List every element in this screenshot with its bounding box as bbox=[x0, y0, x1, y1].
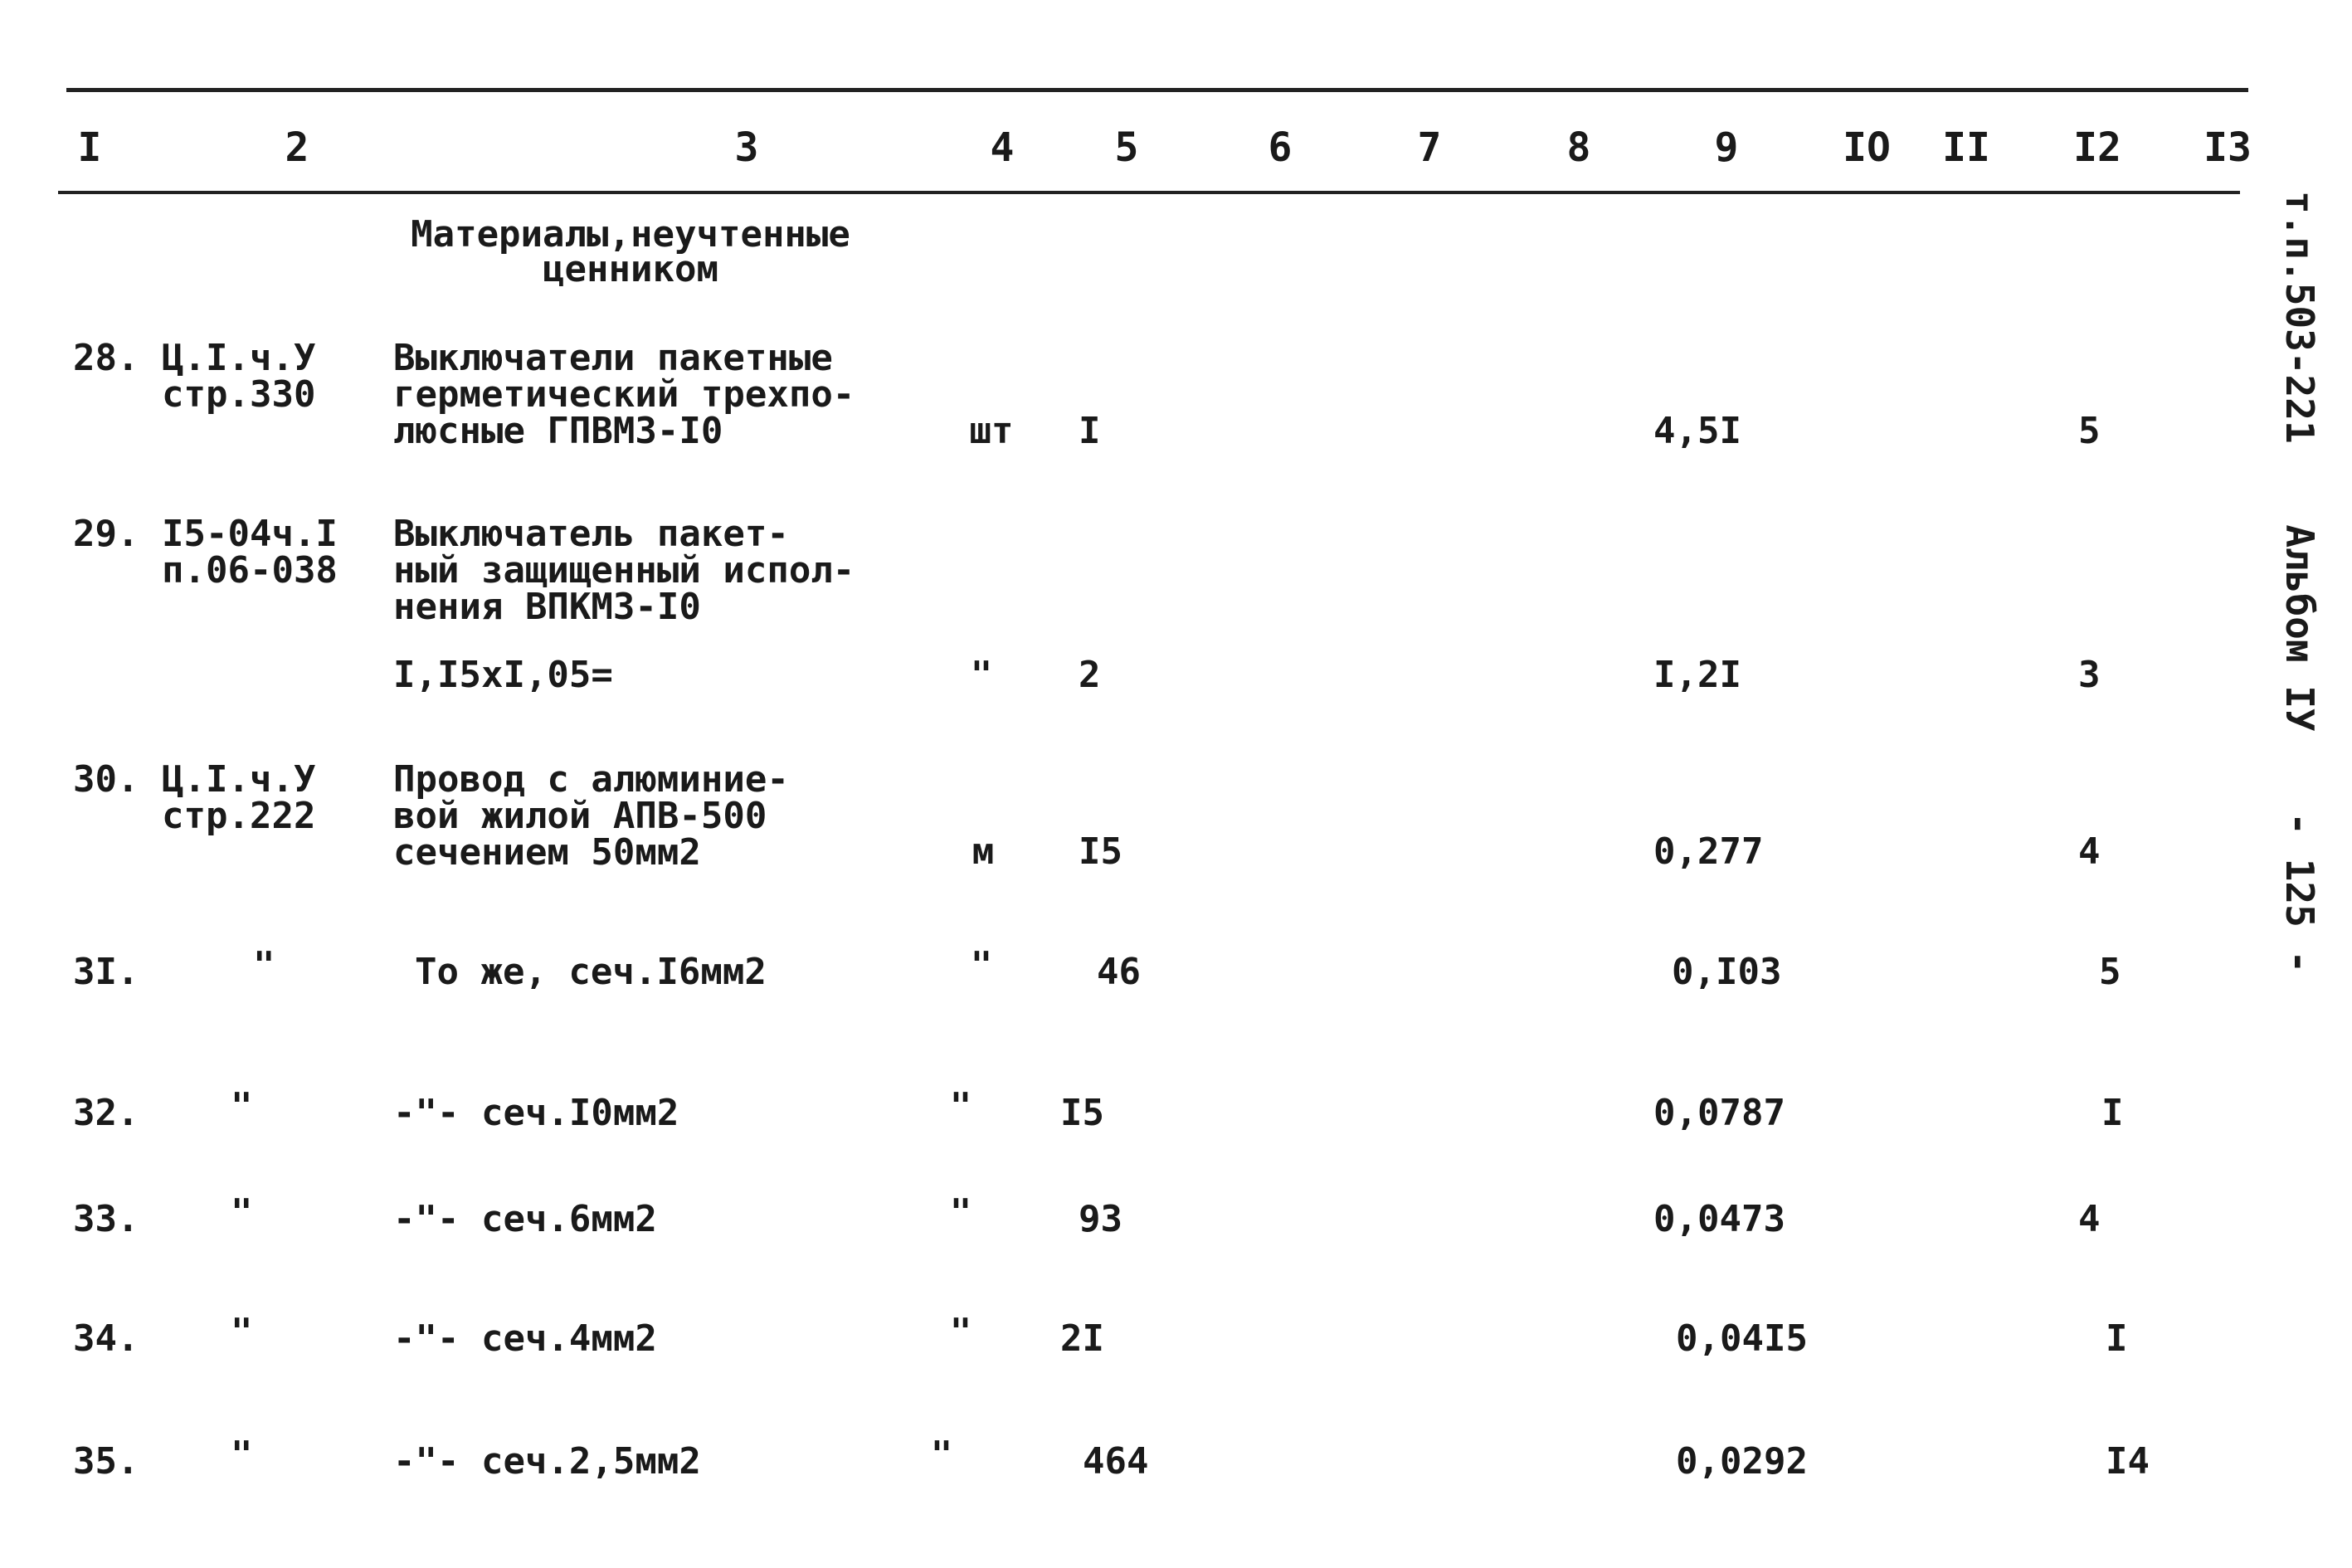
row-description: -"- сеч.4мм2 bbox=[393, 1317, 657, 1360]
row-source: " bbox=[231, 1434, 253, 1476]
row-source: Ц.I.ч.У стр.222 bbox=[162, 758, 316, 837]
column-number: II bbox=[1942, 124, 1990, 171]
row-total: I4 bbox=[2106, 1440, 2150, 1483]
row-description: Выключатель пакет- ный защищенный испол- нения ВПКМ3-I0 bbox=[393, 513, 855, 628]
row-unit-price: 0,I03 bbox=[1672, 951, 1782, 993]
column-number: 3 bbox=[734, 124, 759, 171]
column-number: 2 bbox=[285, 124, 309, 171]
row-quantity: I5 bbox=[1079, 830, 1122, 873]
row-total: 4 bbox=[2078, 830, 2101, 873]
top-rule bbox=[66, 88, 2248, 92]
row-source: " bbox=[231, 1191, 253, 1234]
row-unit: шт bbox=[969, 410, 1014, 452]
row-unit: " bbox=[970, 654, 993, 696]
row-quantity: 2 bbox=[1079, 654, 1101, 696]
album-label: Альбом IУ bbox=[2277, 524, 2322, 732]
row-unit: " bbox=[930, 1434, 953, 1476]
row-unit-price: 0,277 bbox=[1653, 830, 1764, 873]
row-description: -"- сеч.I0мм2 bbox=[393, 1092, 679, 1134]
row-description: I,I5xI,05= bbox=[393, 654, 613, 696]
row-source: I5-04ч.I п.06-038 bbox=[162, 513, 338, 592]
row-unit: " bbox=[949, 1191, 972, 1234]
row-source: Ц.I.ч.У стр.330 bbox=[162, 337, 316, 416]
row-number: 34. bbox=[73, 1317, 139, 1360]
row-total: I bbox=[2106, 1317, 2128, 1360]
header-rule bbox=[58, 191, 2240, 194]
row-quantity: 2I bbox=[1060, 1317, 1104, 1360]
row-number: 29. bbox=[73, 513, 139, 555]
row-number: 33. bbox=[73, 1198, 139, 1240]
row-unit: " bbox=[970, 944, 993, 986]
row-number: 3I. bbox=[73, 951, 139, 993]
document-code: т.п.503-221 bbox=[2277, 191, 2322, 444]
row-source: " bbox=[231, 1085, 253, 1127]
column-number: 5 bbox=[1114, 124, 1139, 171]
row-number: 32. bbox=[73, 1092, 139, 1134]
row-quantity: 93 bbox=[1079, 1198, 1122, 1240]
row-unit: " bbox=[949, 1085, 972, 1127]
row-description: Провод с алюминие- вой жилой АПВ-500 сечением 50мм2 bbox=[393, 758, 789, 874]
row-description: То же, сеч.I6мм2 bbox=[415, 951, 767, 993]
row-description: -"- сеч.2,5мм2 bbox=[393, 1440, 701, 1483]
column-number: I3 bbox=[2203, 124, 2252, 171]
row-total: I bbox=[2101, 1092, 2124, 1134]
row-number: 35. bbox=[73, 1440, 139, 1483]
column-number: I2 bbox=[2073, 124, 2121, 171]
row-total: 5 bbox=[2099, 951, 2121, 993]
row-unit-price: I,2I bbox=[1653, 654, 1741, 696]
row-description: Выключатели пакетные герметический трехпо- люсные ГПВМ3-I0 bbox=[393, 337, 855, 452]
page-number: - 125 - bbox=[2277, 812, 2322, 974]
row-description: -"- сеч.6мм2 bbox=[393, 1198, 657, 1240]
row-unit-price: 0,0787 bbox=[1653, 1092, 1785, 1134]
row-number: 30. bbox=[73, 758, 139, 801]
row-unit-price: 0,0292 bbox=[1676, 1440, 1808, 1483]
row-quantity: I5 bbox=[1060, 1092, 1104, 1134]
row-total: 5 bbox=[2078, 410, 2101, 452]
column-number: 7 bbox=[1417, 124, 1442, 171]
column-number: 8 bbox=[1566, 124, 1591, 171]
section-heading: Материалы,неучтенные ценником bbox=[411, 213, 850, 290]
row-source: " bbox=[231, 1311, 253, 1353]
column-number: IO bbox=[1843, 124, 1891, 171]
row-quantity: 464 bbox=[1083, 1440, 1149, 1483]
side-margin-label bbox=[2277, 191, 2322, 1031]
row-total: 3 bbox=[2078, 654, 2101, 696]
row-quantity: I bbox=[1079, 410, 1101, 452]
column-number: I bbox=[77, 124, 102, 171]
column-number: 4 bbox=[990, 124, 1015, 171]
column-number: 9 bbox=[1714, 124, 1739, 171]
row-unit-price: 0,04I5 bbox=[1676, 1317, 1808, 1360]
row-unit: " bbox=[949, 1311, 972, 1353]
row-number: 28. bbox=[73, 337, 139, 379]
row-quantity: 46 bbox=[1097, 951, 1141, 993]
row-unit-price: 4,5I bbox=[1653, 410, 1741, 452]
row-source: " bbox=[253, 944, 275, 986]
row-unit: м bbox=[971, 830, 995, 873]
row-total: 4 bbox=[2078, 1198, 2101, 1240]
row-unit-price: 0,0473 bbox=[1653, 1198, 1785, 1240]
column-number: 6 bbox=[1268, 124, 1293, 171]
